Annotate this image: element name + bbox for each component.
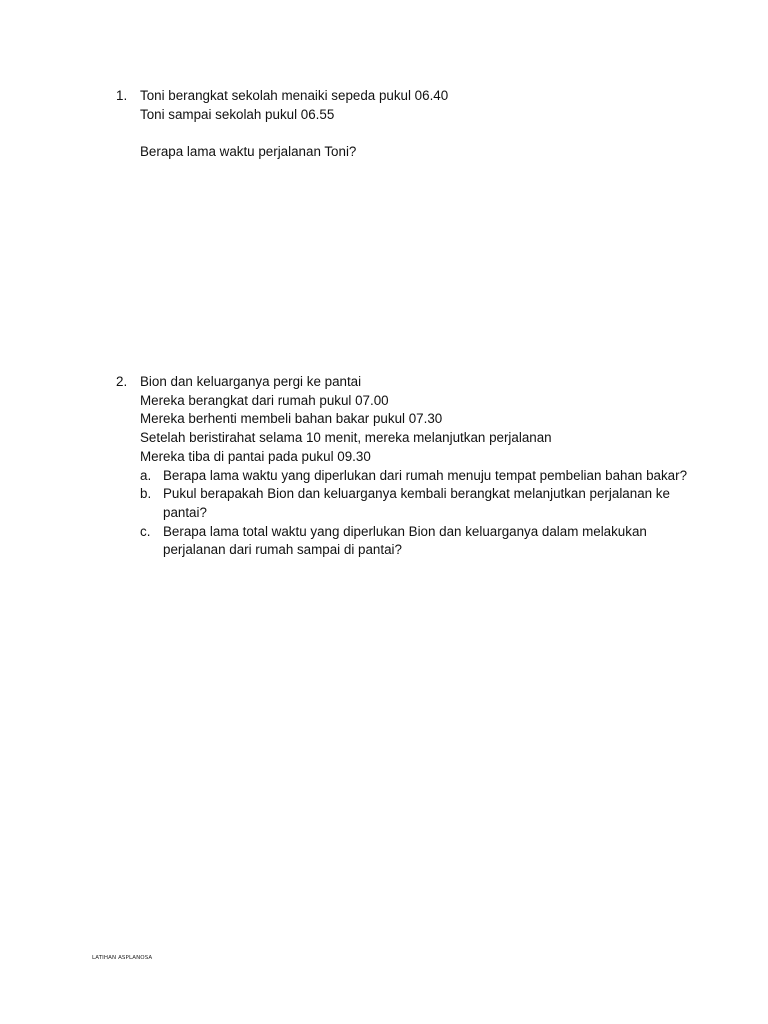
question-line: Mereka berhenti membeli bahan bakar pukul 07.30 <box>140 411 443 427</box>
question-2 <box>116 373 696 560</box>
sub-question-letter: c. <box>140 523 151 539</box>
question-prompt: Berapa lama waktu perjalanan Toni? <box>140 144 357 160</box>
question-number: 1. <box>116 88 128 103</box>
question-line: Toni berangkat sekolah menaiki sepeda pukul 06.40 <box>140 88 449 103</box>
sub-question-a <box>140 467 696 486</box>
question-number: 2. <box>116 374 128 389</box>
sub-question-letter: b. <box>140 486 152 502</box>
page-footer: LATIHAN ASPLANOSA <box>92 955 153 961</box>
sub-question-letter: a. <box>140 467 152 483</box>
sub-question-c <box>140 523 696 560</box>
question-line: Setelah beristirahat selama 10 menit, mereka melanjutkan perjalanan <box>140 430 552 446</box>
question-body <box>140 373 696 560</box>
question-body <box>140 87 696 162</box>
question-line: Bion dan keluarganya pergi ke pantai <box>140 374 362 389</box>
question-line: Mereka tiba di pantai pada pukul 09.30 <box>140 448 371 464</box>
sub-question-text: Berapa lama waktu yang diperlukan dari rumah menuju tempat pembelian bahan bakar? <box>163 467 688 483</box>
sub-question-list <box>140 467 696 561</box>
sub-question-b <box>140 485 696 522</box>
blank-line <box>140 124 696 143</box>
sub-question-text: Pukul berapakah Bion dan keluarganya kembali berangkat melanjutkan perjalanan ke pantai? <box>163 486 670 520</box>
question-line: Toni sampai sekolah pukul 06.55 <box>140 106 335 122</box>
question-line: Mereka berangkat dari rumah pukul 07.00 <box>140 392 389 408</box>
sub-question-text: Berapa lama total waktu yang diperlukan Bion dan keluarganya dalam melakukan perjalanan dari rumah sampai di pantai? <box>163 523 647 558</box>
question-1 <box>116 87 696 162</box>
